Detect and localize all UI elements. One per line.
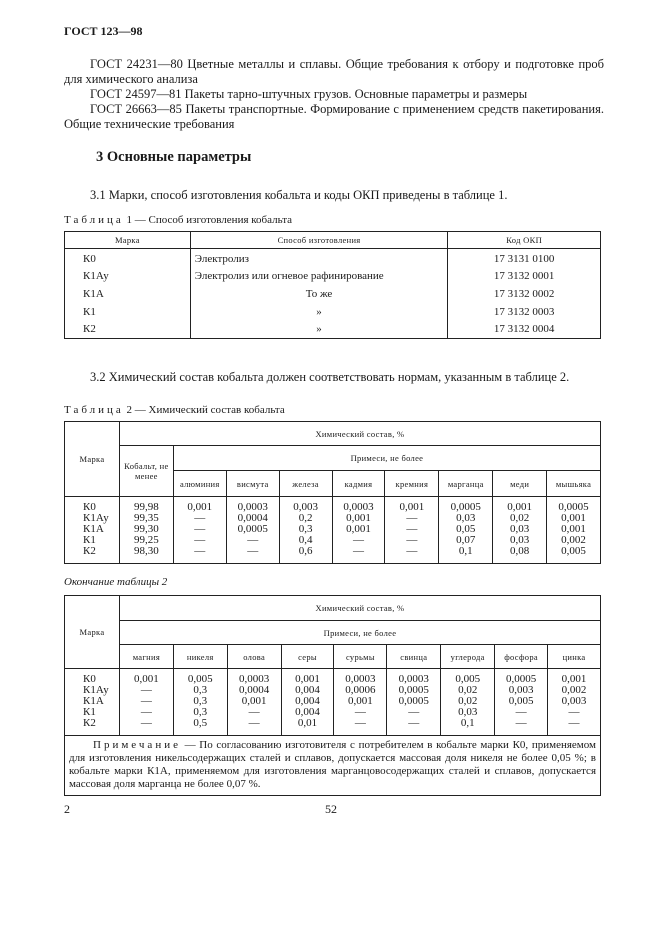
col-header: магния xyxy=(119,645,173,669)
col-header: мышьяка xyxy=(547,471,601,497)
col-header: кадмия xyxy=(332,471,385,497)
table-row xyxy=(65,321,601,339)
value-cell: 0,001 0,004 0,004 0,004 0,01 xyxy=(281,669,334,736)
table-row xyxy=(65,303,601,321)
col-header: олова xyxy=(227,645,281,669)
value-cell: 0,0003 0,0005 0,0005 — — xyxy=(387,669,441,736)
method-cell: Электролиз xyxy=(190,249,448,267)
reference-item: ГОСТ 24597—81 Пакеты тарно-штучных грузов. Основные параметры и размеры xyxy=(90,87,528,101)
caption-word: Таблица xyxy=(64,404,124,416)
caption-word: Таблица xyxy=(64,214,124,226)
method-cell: » xyxy=(190,303,448,321)
col-header: меди xyxy=(493,471,547,497)
reference-item: ГОСТ 26663—85 Пакеты транспортные. Формирование с применением средств пакетирования. Общие технические требования xyxy=(64,102,604,131)
table1-caption xyxy=(64,214,292,226)
okp-cell: 17 3132 0002 xyxy=(448,285,601,303)
value-cell: 0,001 — — — — xyxy=(385,497,439,564)
okp-cell: 17 3132 0001 xyxy=(448,267,601,285)
note-row xyxy=(65,736,601,796)
table2 xyxy=(64,421,601,564)
value-cell: 0,0003 0,001 0,001 — — xyxy=(332,497,385,564)
col-header: марганца xyxy=(439,471,493,497)
col-header: углерода xyxy=(441,645,495,669)
mark-cell: К1Ау xyxy=(65,267,191,285)
value-cell: 0,005 0,3 0,3 0,3 0,5 xyxy=(173,669,227,736)
method-cell: То же xyxy=(190,285,448,303)
col-header: висмута xyxy=(226,471,279,497)
value-cell: 0,0005 0,001 0,001 0,002 0,005 xyxy=(547,497,601,564)
table2-header-chem: Химический состав, % xyxy=(119,422,600,446)
value-cell: 0,0005 0,03 0,05 0,07 0,1 xyxy=(439,497,493,564)
note-cell xyxy=(65,736,601,796)
mark-cell: К2 xyxy=(65,321,191,339)
table2-continuation-caption: Окончание таблицы 2 xyxy=(64,576,168,588)
value-cell: 0,001 0,02 0,03 0,03 0,08 xyxy=(493,497,547,564)
section-title: 3 Основные параметры xyxy=(96,149,252,165)
col-header: серы xyxy=(281,645,334,669)
page-number-center: 52 xyxy=(325,802,337,816)
mark-cell: К1 xyxy=(65,303,191,321)
note-word: Примечание xyxy=(93,739,181,751)
table-row xyxy=(65,497,601,564)
marks-cell: К0 К1Ау К1А К1 К2 xyxy=(65,669,120,736)
table1-header-method: Способ изготовления xyxy=(190,232,448,249)
table2-caption xyxy=(64,404,285,416)
value-cell: 0,0003 0,0004 0,001 — — xyxy=(227,669,281,736)
reference-item: ГОСТ 24231—80 Цветные металлы и сплавы. Общие требования к отбору и подготовке проб для химического анализа xyxy=(64,57,604,86)
col-header: фосфора xyxy=(495,645,548,669)
caption-text: 1 — Способ изготовления кобальта xyxy=(123,214,293,226)
col-header: цинка xyxy=(548,645,601,669)
table1-header-mark: Марка xyxy=(65,232,191,249)
method-cell: Электролиз или огневое рафинирование xyxy=(190,267,448,285)
table2-continuation xyxy=(64,595,601,796)
method-cell: » xyxy=(190,321,448,339)
col-header: никеля xyxy=(173,645,227,669)
clause-3-1: 3.1 Марки, способ изготовления кобальта и коды ОКП приведены в таблице 1. xyxy=(90,188,508,202)
value-cell: 0,001 0,002 0,003 — — xyxy=(548,669,601,736)
table2b-header-chem: Химический состав, % xyxy=(119,596,600,621)
value-cell: 0,0003 0,0006 0,001 — — xyxy=(334,669,387,736)
mark-cell: К1А xyxy=(65,285,191,303)
value-cell: 0,001 — — — — xyxy=(173,497,226,564)
table2b-header-impurities: Примеси, не более xyxy=(119,621,600,645)
references xyxy=(64,57,604,132)
col-header: железа xyxy=(279,471,332,497)
value-cell: 0,0003 0,0004 0,0005 — — xyxy=(226,497,279,564)
table1 xyxy=(64,231,601,339)
table-row xyxy=(65,249,601,267)
table2-header-mark: Марка xyxy=(65,422,120,497)
col-header: алюминия xyxy=(173,471,226,497)
okp-cell: 17 3132 0003 xyxy=(448,303,601,321)
value-cell: 0,005 0,02 0,02 0,03 0,1 xyxy=(441,669,495,736)
marks-cell: К0 К1Ау К1А К1 К2 xyxy=(65,497,120,564)
value-cell: 0,001 — — — — xyxy=(119,669,173,736)
value-cell: 0,0005 0,003 0,005 — — xyxy=(495,669,548,736)
col-header: кремния xyxy=(385,471,439,497)
value-cell: 0,003 0,2 0,3 0,4 0,6 xyxy=(279,497,332,564)
okp-cell: 17 3131 0100 xyxy=(448,249,601,267)
col-header: свинца xyxy=(387,645,441,669)
table-row xyxy=(65,669,601,736)
okp-cell: 17 3132 0004 xyxy=(448,321,601,339)
table2b-header-mark: Марка xyxy=(65,596,120,669)
document-code: ГОСТ 123—98 xyxy=(64,24,143,38)
table-row xyxy=(65,267,601,285)
table2-header-impurities: Примеси, не более xyxy=(173,446,600,471)
clause-3-2: 3.2 Химический состав кобальта должен соответствовать нормам, указанным в таблице 2. xyxy=(90,370,570,384)
caption-text: 2 — Химический состав кобальта xyxy=(123,404,285,416)
col-header: сурьмы xyxy=(334,645,387,669)
table2-header-cobalt: Кобальт, не менее xyxy=(119,446,173,497)
page-number-left: 2 xyxy=(64,802,70,816)
mark-cell: К0 xyxy=(65,249,191,267)
cobalt-cell: 99,98 99,35 99,30 99,25 98,30 xyxy=(119,497,173,564)
table-row xyxy=(65,285,601,303)
note-text: — По согласованию изготовителя с потребителем в кобальте марки К0, применяемом для изготовления никельсодержащих сталей и сплавов, допускается массовая доля никеля не более 0,05 %; в кобальте марки К1А, применяемом для изготовления марганцовосодержащих сталей и сплавов, допускается массовая доля марганца не более 0,07 %. xyxy=(69,739,596,790)
table1-header-okp: Код ОКП xyxy=(448,232,601,249)
